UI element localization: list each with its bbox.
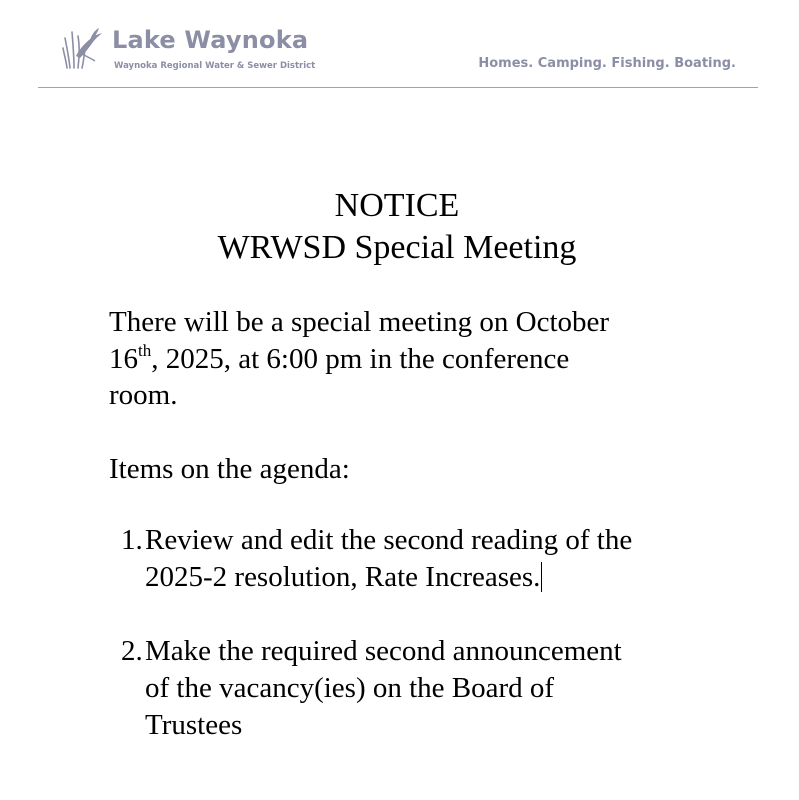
meeting-paragraph xyxy=(109,304,709,414)
notice-subtitle: WRWSD Special Meeting xyxy=(217,229,577,266)
agenda-item-number: 2. xyxy=(121,635,143,667)
meeting-day: 16 xyxy=(109,342,138,375)
tagline: Homes. Camping. Fishing. Boating. xyxy=(478,56,736,71)
agenda-label: Items on the agenda: xyxy=(109,453,350,485)
agenda-item-line: Make the required second announcement xyxy=(145,635,622,667)
logo-name: Lake Waynoka xyxy=(112,26,309,54)
agenda-item-number: 1. xyxy=(121,524,143,556)
day-suffix: th xyxy=(138,340,152,360)
agenda-item-text xyxy=(145,522,705,596)
paragraph-line-2: , 2025, at 6:00 pm in the conference xyxy=(151,342,570,375)
agenda-item-line: 2025-2 resolution, Rate Increases. xyxy=(145,561,541,593)
notice-title: NOTICE xyxy=(334,187,460,224)
agenda-item-text xyxy=(145,633,705,744)
agenda-item-line: Trustees xyxy=(145,709,243,741)
logo-subtitle: Waynoka Regional Water & Sewer District xyxy=(114,61,316,71)
text-cursor xyxy=(541,562,542,592)
paragraph-line-3: room. xyxy=(109,379,178,411)
agenda-item-line: Review and edit the second reading of the xyxy=(145,524,633,556)
agenda-item-line: of the vacancy(ies) on the Board of xyxy=(145,672,555,704)
paragraph-line-1: There will be a special meeting on October xyxy=(109,306,610,338)
